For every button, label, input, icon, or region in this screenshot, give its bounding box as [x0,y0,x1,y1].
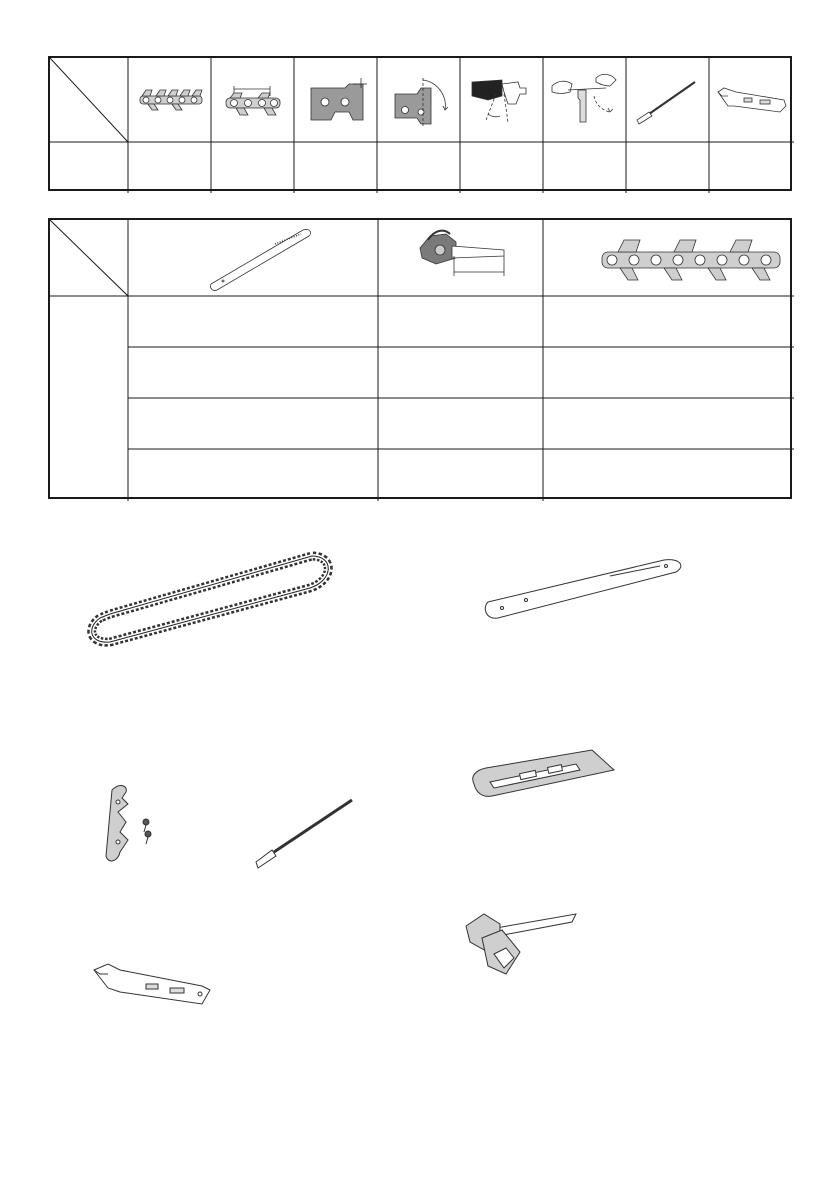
bar-cover-illustration [468,746,618,802]
depth-gauge-icon [305,78,369,124]
saw-chain-icon [598,234,784,284]
combination-spanner-illustration [462,906,582,980]
round-file-icon [633,78,703,126]
chain-gauge-icon [222,82,284,120]
filing-angle-icon [387,74,451,130]
guide-bar-illustration [480,552,690,624]
round-file-illustration [254,796,356,872]
chain-pitch-icon [138,86,204,116]
guide-bar-icon [205,226,315,292]
depth-gauge-tool-icon [714,82,790,122]
file-holder-angle-icon [468,76,538,126]
chain-specs-table [48,56,792,191]
guide-bar-chain-table [48,218,792,499]
cutting-length-icon [416,224,508,280]
saw-chain-illustration [80,548,340,648]
bumper-spike-illustration [104,782,166,866]
file-guide-angle-icon [550,72,622,130]
depth-gauge-tool-illustration [90,960,216,1012]
